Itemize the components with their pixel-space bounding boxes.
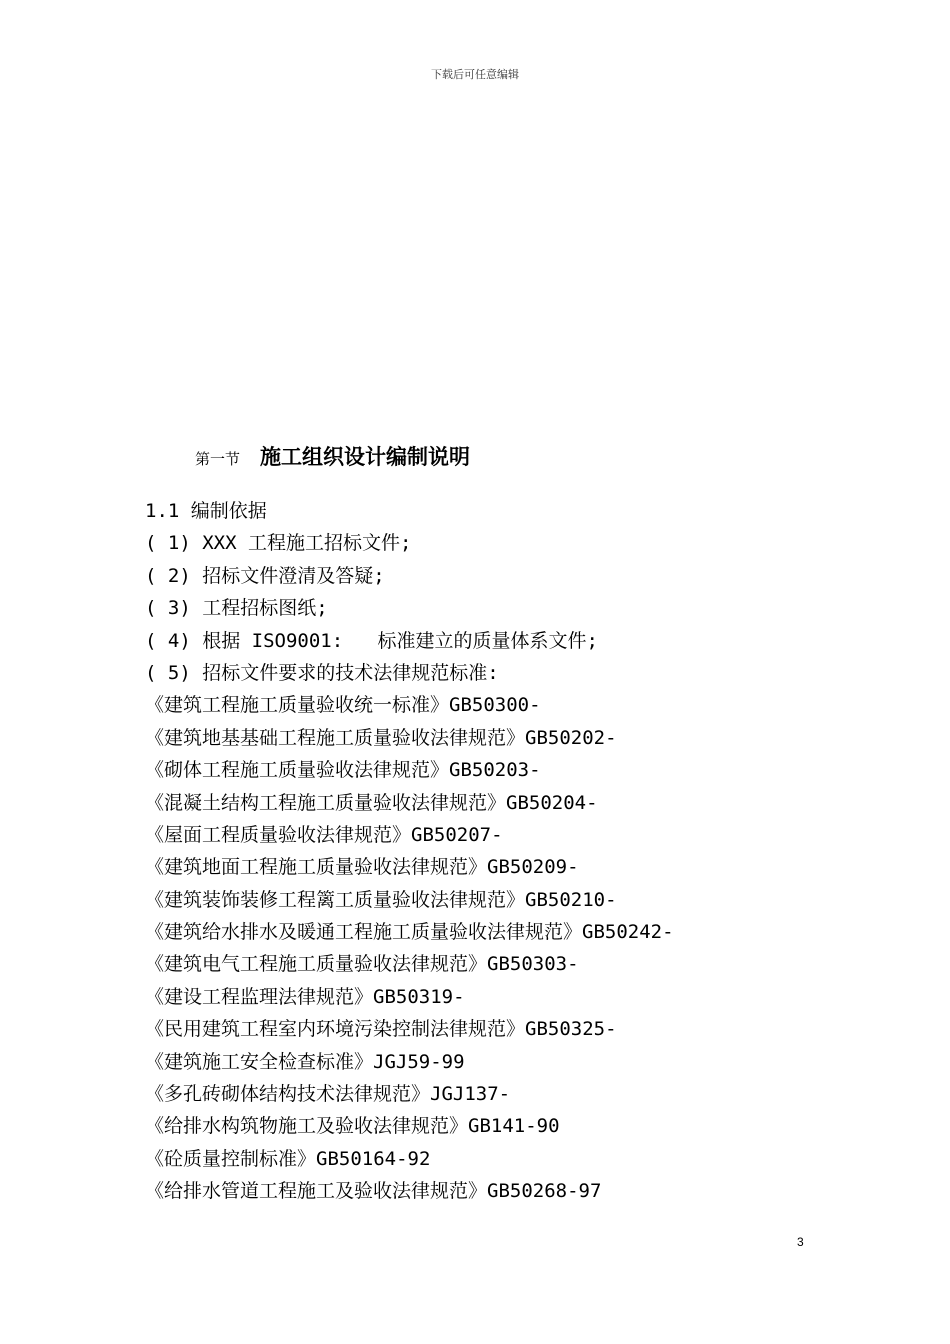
section-heading: [195, 441, 470, 471]
standard-item: 《建筑装饰装修工程篱工质量验收法律规范》GB50210-: [145, 888, 617, 911]
standard-item: 《砼质量控制标准》GB50164-92: [145, 1147, 431, 1170]
standard-item: 《屋面工程质量验收法律规范》GB50207-: [145, 823, 503, 846]
standard-item: 《建筑施工安全检查标准》JGJ59-99: [145, 1050, 465, 1073]
standard-item: 《建筑给水排水及暖通工程施工质量验收法律规范》GB50242-: [145, 921, 674, 944]
document-body: [145, 495, 905, 1208]
standard-item: 《建筑工程施工质量验收统一标准》GB50300-: [145, 694, 541, 717]
list-item: ( 1) XXX 工程施工招标文件;: [145, 532, 412, 555]
page-header-note: 下载后可任意编辑: [431, 68, 519, 81]
standard-item: 《多孔砖砌体结构技术法律规范》JGJ137-: [145, 1083, 511, 1106]
list-item: ( 2) 招标文件澄清及答疑;: [145, 564, 385, 587]
standard-item: 《建筑地面工程施工质量验收法律规范》GB50209-: [145, 856, 579, 879]
section-title: 施工组织设计编制说明: [260, 445, 471, 469]
page-number: 3: [797, 1235, 804, 1249]
standard-item: 《给排水构筑物施工及验收法律规范》GB141-90: [145, 1115, 560, 1138]
standard-item: 《砌体工程施工质量验收法律规范》GB50203-: [145, 759, 541, 782]
standard-item: 《混凝土结构工程施工质量验收法律规范》GB50204-: [145, 791, 598, 814]
standard-item: 《建筑地基基础工程施工质量验收法律规范》GB50202-: [145, 726, 617, 749]
list-item: ( 4) 根据 ISO9001: 标准建立的质量体系文件;: [145, 629, 598, 652]
standard-item: 《给排水管道工程施工及验收法律规范》GB50268-97: [145, 1180, 602, 1203]
standard-item: 《建筑电气工程施工质量验收法律规范》GB50303-: [145, 953, 579, 976]
subsection-title: 1.1 编制依据: [145, 500, 267, 522]
list-item: ( 5) 招标文件要求的技术法律规范标准:: [145, 661, 499, 684]
standard-item: 《民用建筑工程室内环境污染控制法律规范》GB50325-: [145, 1018, 617, 1041]
list-item: ( 3) 工程招标图纸;: [145, 597, 328, 620]
standard-item: 《建设工程监理法律规范》GB50319-: [145, 985, 465, 1008]
section-number: 第一节: [195, 450, 241, 468]
